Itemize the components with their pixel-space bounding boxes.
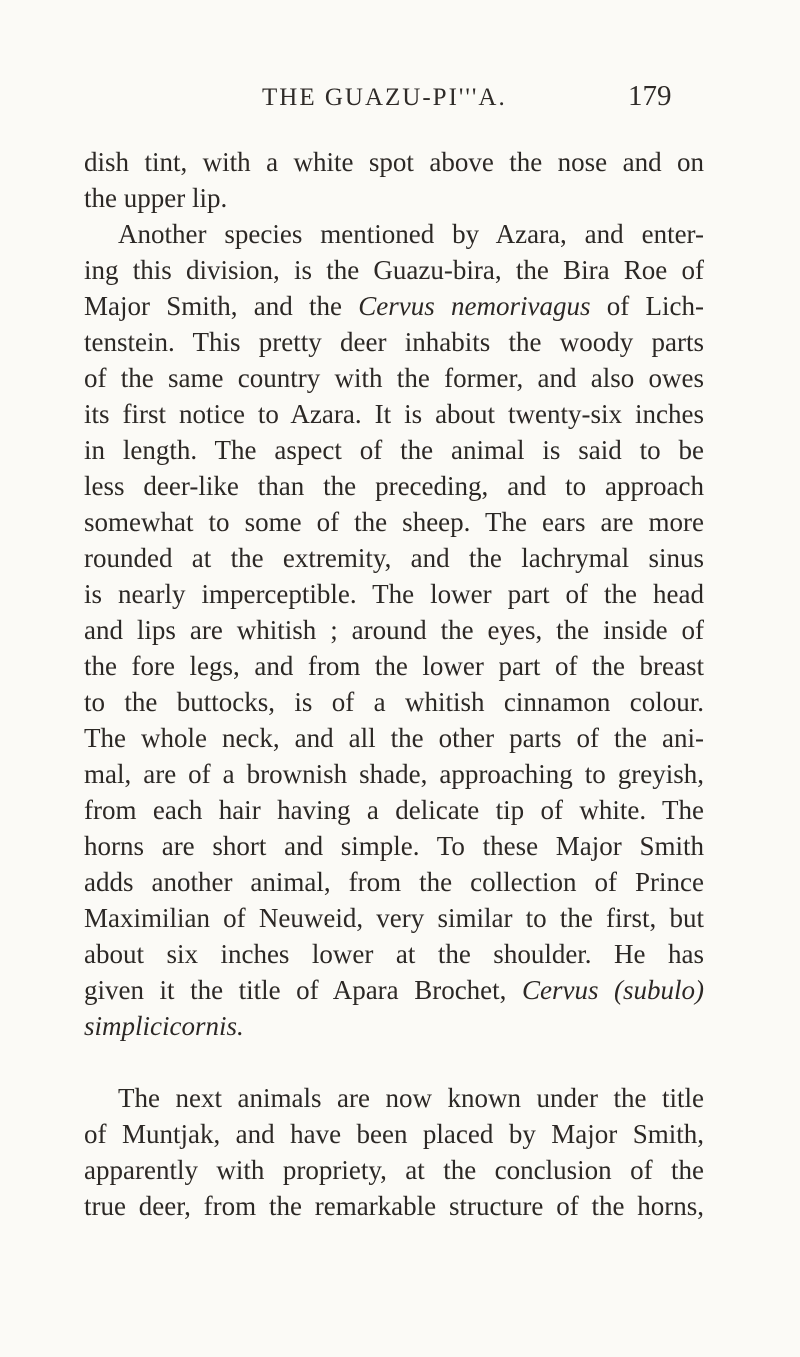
text-line: Maximilian of Neuweid, very similar to the first, but <box>84 903 704 933</box>
text-run: of Lich- <box>590 291 704 321</box>
text-line: its first notice to Azara. It is about twenty-six inches <box>84 399 704 429</box>
text-line: is nearly imperceptible. The lower part of the head <box>84 579 704 609</box>
text-line: The next animals are now known under the title <box>118 1083 704 1113</box>
italic-taxon: Cervus nemorivagus <box>358 291 591 321</box>
text-run: given it the title of Apara Brochet, <box>84 975 522 1005</box>
text-line: from each hair having a delicate tip of white. The <box>84 795 704 825</box>
text-line: to the buttocks, is of a whitish cinnamon colour. <box>84 687 704 717</box>
text-line-mixed <box>84 288 704 324</box>
running-title: THE GUAZU-PI'''A. <box>262 84 507 111</box>
italic-taxon: Cervus (subulo) <box>521 975 704 1005</box>
text-line: Another species mentioned by Azara, and enter- <box>118 219 704 249</box>
text-line-mixed <box>84 972 704 1008</box>
italic-taxon-line: simplicicornis. <box>84 1011 244 1041</box>
running-head <box>0 80 800 120</box>
text-line: rounded at the extremity, and the lachrymal sinus <box>84 543 704 573</box>
text-line: of the same country with the former, and also owes <box>84 363 704 393</box>
text-line: dish tint, with a white spot above the nose and on <box>84 147 704 177</box>
page-number: 179 <box>628 80 672 112</box>
text-line: mal, are of a brownish shade, approaching to greyish, <box>84 759 704 789</box>
text-line: less deer-like than the preceding, and to approach <box>84 471 704 501</box>
text-line: somewhat to some of the sheep. The ears are more <box>84 507 704 537</box>
text-line: the upper lip. <box>84 183 228 213</box>
text-line: apparently with propriety, at the conclusion of the <box>84 1155 704 1185</box>
text-line: and lips are whitish ; around the eyes, the inside of <box>84 615 704 645</box>
text-line: in length. The aspect of the animal is said to be <box>84 435 704 465</box>
text-line: adds another animal, from the collection of Prince <box>84 867 704 897</box>
text-line: about six inches lower at the shoulder. He has <box>84 939 704 969</box>
text-line: The whole neck, and all the other parts of the ani- <box>84 723 704 753</box>
text-line: of Muntjak, and have been placed by Major Smith, <box>84 1119 704 1149</box>
text-line: ing this division, is the Guazu-bira, the Bira Roe of <box>84 255 704 285</box>
text-run: Major Smith, and the <box>84 291 359 321</box>
text-line: tenstein. This pretty deer inhabits the woody parts <box>84 327 704 357</box>
text-line: horns are short and simple. To these Major Smith <box>84 831 704 861</box>
text-line: true deer, from the remarkable structure of the horns, <box>84 1191 704 1221</box>
text-line: the fore legs, and from the lower part of the breast <box>84 651 704 681</box>
